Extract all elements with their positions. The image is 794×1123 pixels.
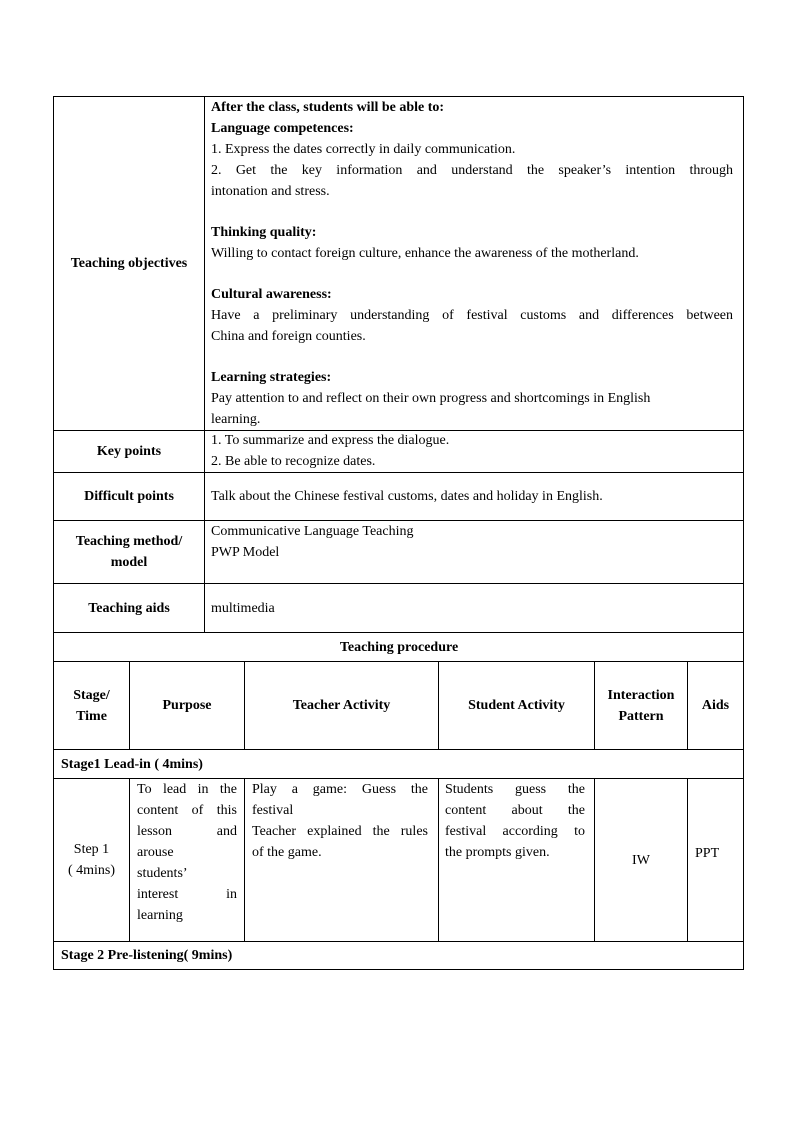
language-item-2: 2. Get the key information and understand the speaker’s intention through <box>211 163 733 178</box>
purpose-line: lesson and <box>137 824 237 839</box>
method-label-line-1: Teaching method/ <box>75 534 183 549</box>
key-points-label: Key points <box>96 444 162 459</box>
header-teacher-activity: Teacher Activity <box>292 698 391 713</box>
method-label-line-2: model <box>110 555 148 570</box>
header-interaction: Interaction <box>607 687 675 703</box>
column-divider <box>244 778 245 941</box>
header-purpose: Purpose <box>162 698 212 713</box>
aids-label: Teaching aids <box>88 600 170 616</box>
step1-purpose <box>137 779 237 926</box>
header-stage: Stage/ <box>73 687 110 703</box>
header-student-activity: Student Activity <box>468 698 565 713</box>
step1-interaction: IW <box>632 853 650 868</box>
cultural-text-cont: China and foreign counties. <box>211 329 366 344</box>
student-line: festival according to <box>445 824 585 839</box>
column-divider <box>687 778 688 941</box>
teacher-line: Play a game: Guess the <box>252 782 428 797</box>
column-divider <box>204 96 205 632</box>
teacher-line: festival <box>252 803 294 818</box>
header-stage-time <box>54 662 129 749</box>
purpose-line: content of this <box>137 803 237 818</box>
step1-duration: ( 4mins) <box>67 863 116 878</box>
step1-label: Step 1 <box>73 842 110 857</box>
stage1-title: Stage1 Lead-in ( 4mins) <box>61 757 203 772</box>
step1-student-activity <box>445 779 585 863</box>
method-line-2: PWP Model <box>211 545 280 560</box>
procedure-title: Teaching procedure <box>339 639 459 655</box>
column-divider <box>438 778 439 941</box>
step1-time <box>54 779 129 941</box>
teacher-line: Teacher explained the rules <box>252 824 428 839</box>
header-time: Time <box>76 708 107 724</box>
header-aids: Aids <box>701 698 730 713</box>
student-line: content about the <box>445 803 585 818</box>
strategies-text-cont: learning. <box>211 412 261 427</box>
language-item-1: 1. Express the dates correctly in daily communication. <box>211 142 516 157</box>
key-point-1: 1. To summarize and express the dialogue. <box>211 433 450 448</box>
cultural-heading: Cultural awareness: <box>211 287 332 302</box>
cultural-text: Have a preliminary understanding of festival customs and differences between <box>211 308 733 323</box>
purpose-line: students’ <box>137 866 188 881</box>
key-point-2: 2. Be able to recognize dates. <box>211 454 376 469</box>
strategies-heading: Learning strategies: <box>211 370 332 385</box>
header-pattern: Pattern <box>618 708 664 724</box>
student-line: the prompts given. <box>445 845 550 860</box>
row-divider <box>53 749 744 750</box>
step1-teacher-activity <box>252 779 428 863</box>
method-line-1: Communicative Language Teaching <box>211 524 414 539</box>
strategies-text: Pay attention to and reflect on their own progress and shortcomings in English <box>211 391 651 406</box>
column-divider <box>129 778 130 941</box>
thinking-text: Willing to contact foreign culture, enhance the awareness of the motherland. <box>211 246 639 261</box>
objectives-intro: After the class, students will be able to: <box>211 100 445 115</box>
method-label <box>54 521 204 583</box>
aids-value: multimedia <box>211 601 275 616</box>
row-divider <box>53 941 744 942</box>
thinking-heading: Thinking quality: <box>211 225 317 240</box>
purpose-line: arouse <box>137 845 174 860</box>
step1-aids: PPT <box>695 846 720 861</box>
purpose-line: To lead in the <box>137 782 237 797</box>
stage2-title: Stage 2 Pre-listening( 9mins) <box>61 948 233 963</box>
student-line: Students guess the <box>445 782 585 797</box>
teacher-line: of the game. <box>252 845 322 860</box>
difficult-points-label: Difficult points <box>84 489 174 504</box>
difficult-points-text: Talk about the Chinese festival customs, dates and holiday in English. <box>211 489 603 504</box>
objectives-label: Teaching objectives <box>70 256 188 271</box>
language-heading: Language competences: <box>211 121 354 136</box>
purpose-line: learning <box>137 908 183 923</box>
header-interaction-pattern <box>595 662 687 749</box>
purpose-line: interest in <box>137 887 237 902</box>
language-item-2-cont: intonation and stress. <box>211 184 330 199</box>
